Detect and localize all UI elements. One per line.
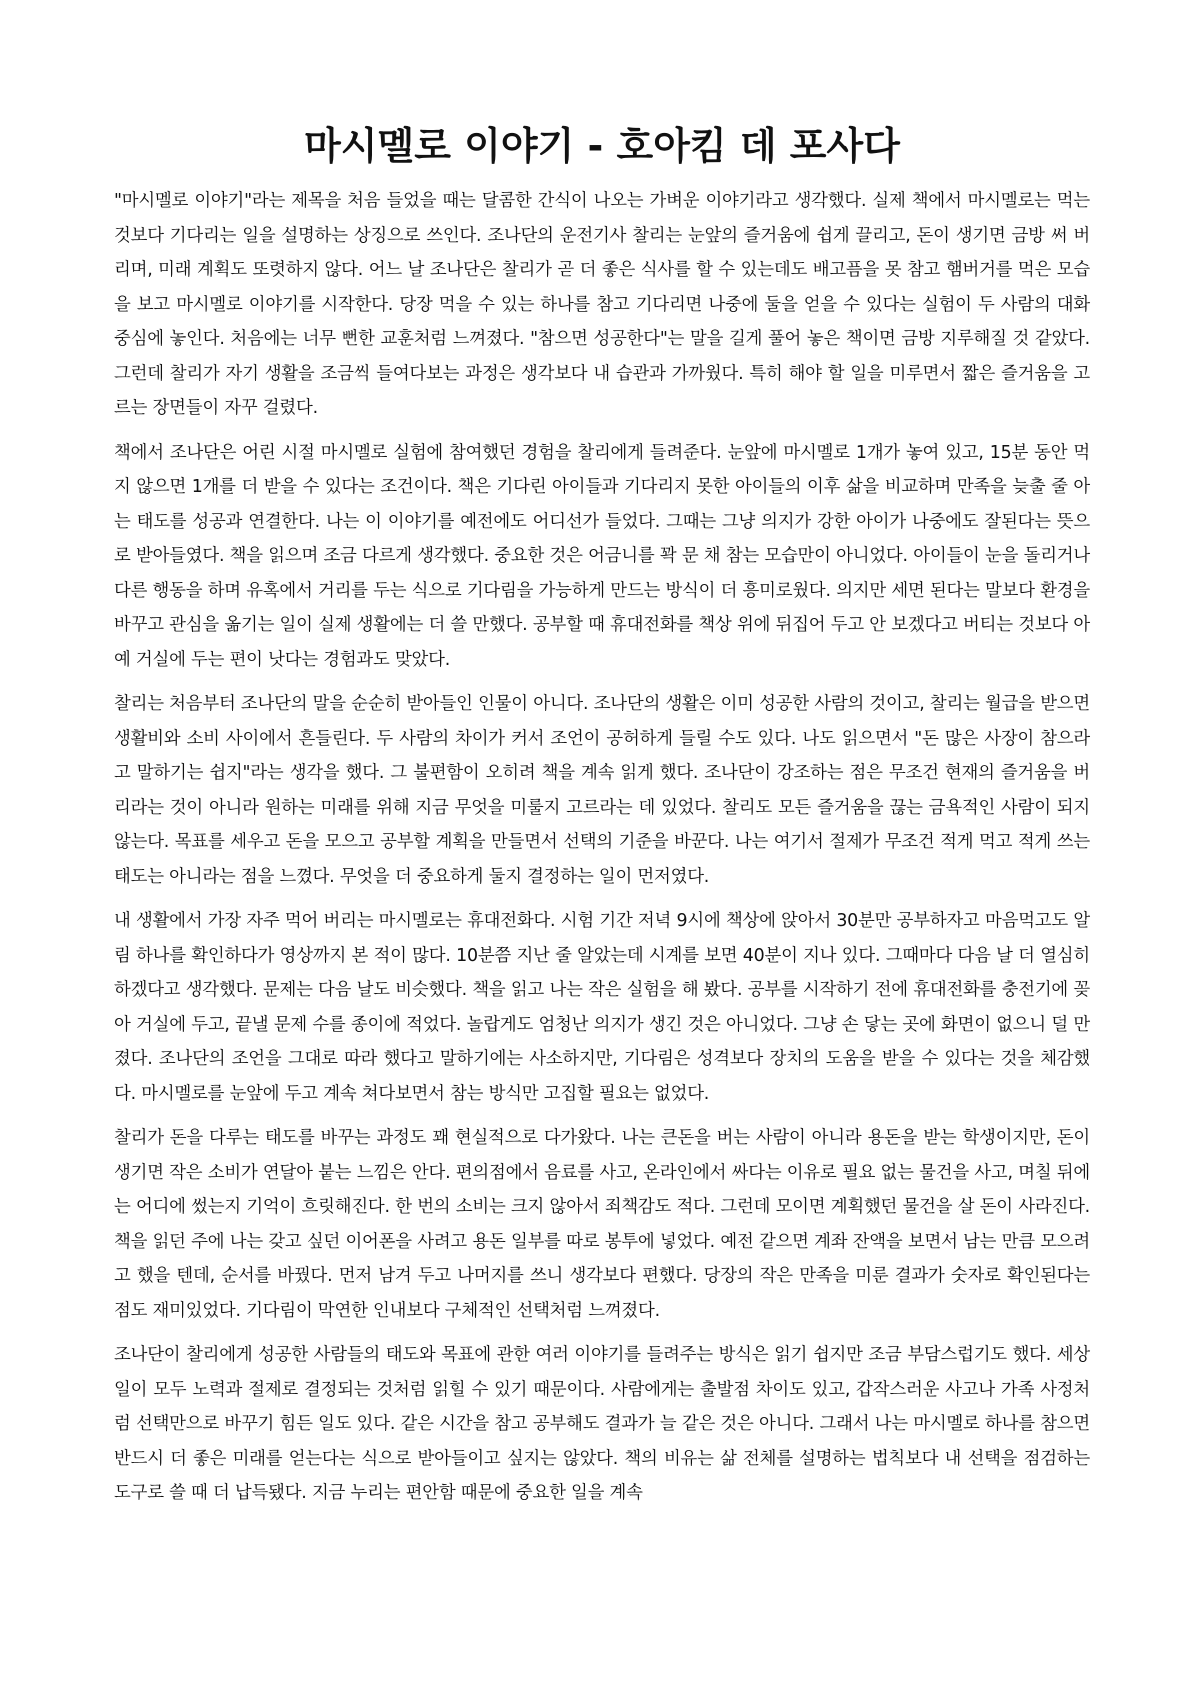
paragraph-4: 내 생활에서 가장 자주 먹어 버리는 마시멜로는 휴대전화다. 시험 기간 저녁 9시에 책상에 앉아서 30분만 공부하자고 마음먹고도 알림 하나를 확인하다가 영상까지 본 적이 많다. 10분쯤 지난 줄 알았는데 시계를 보면 40분이 지나 있다. 그때마다 다음 날 더 열심히 하겠다고 생각했다. 문제는 다음 날도 비슷했다. 책을 읽고 나는 작은 실험을 해 봤다. 공부를 시작하기 전에 휴대전화를 충전기에 꽂아 거실에 두고, 끝낼 문제 수를 종이에 적었다. 놀랍게도 엄청난 의지가 생긴 것은 아니었다. 그냥 손 닿는 곳에 화면이 없으니 덜 만졌다. 조나단의 조언을 그대로 따라 했다고 말하기에는 사소하지만, 기다림은 성격보다 장치의 도움을 받을 수 있다는 것을 체감했다. 마시멜로를 눈앞에 두고 계속 쳐다보면서 참는 방식만 고집할 필요는 없었다. [114, 911, 1090, 1104]
paragraph-5: 찰리가 돈을 다루는 태도를 바꾸는 과정도 꽤 현실적으로 다가왔다. 나는 큰돈을 버는 사람이 아니라 용돈을 받는 학생이지만, 돈이 생기면 작은 소비가 연달아 붙는 느낌은 안다. 편의점에서 음료를 사고, 온라인에서 싸다는 이유로 필요 없는 물건을 사고, 며칠 뒤에는 어디에 썼는지 기억이 흐릿해진다. 한 번의 소비는 크지 않아서 죄책감도 적다. 그런데 모이면 계획했던 물건을 살 돈이 사라진다. 책을 읽던 주에 나는 갖고 싶던 이어폰을 사려고 용돈 일부를 따로 봉투에 넣었다. 예전 같으면 계좌 잔액을 보면서 남는 만큼 모으려고 했을 텐데, 순서를 바꿨다. 먼저 남겨 두고 나머지를 쓰니 생각보다 편했다. 당장의 작은 만족을 미룬 결과가 숫자로 확인된다는 점도 재미있었다. 기다림이 막연한 인내보다 구체적인 선택처럼 느껴졌다. [114, 1128, 1090, 1321]
paragraph-1: "마시멜로 이야기"라는 제목을 처음 들었을 때는 달콤한 간식이 나오는 가벼운 이야기라고 생각했다. 실제 책에서 마시멜로는 먹는 것보다 기다리는 일을 설명하는 상징으로 쓰인다. 조나단의 운전기사 찰리는 눈앞의 즐거움에 쉽게 끌리고, 돈이 생기면 금방 써 버리며, 미래 계획도 또렷하지 않다. 어느 날 조나단은 찰리가 곧 더 좋은 식사를 할 수 있는데도 배고픔을 못 참고 햄버거를 먹은 모습을 보고 마시멜로 이야기를 시작한다. 당장 먹을 수 있는 하나를 참고 기다리면 나중에 둘을 얻을 수 있다는 실험이 두 사람의 대화 중심에 놓인다. 처음에는 너무 뻔한 교훈처럼 느껴졌다. "참으면 성공한다"는 말을 길게 풀어 놓은 책이면 금방 지루해질 것 같았다. 그런데 찰리가 자기 생활을 조금씩 들여다보는 과정은 생각보다 내 습관과 가까웠다. 특히 해야 할 일을 미루면서 짧은 즐거움을 고르는 장면들이 자꾸 걸렸다. [114, 191, 1090, 418]
paragraph-3: 찰리는 처음부터 조나단의 말을 순순히 받아들인 인물이 아니다. 조나단의 생활은 이미 성공한 사람의 것이고, 찰리는 월급을 받으면 생활비와 소비 사이에서 흔들린다. 두 사람의 차이가 커서 조언이 공허하게 들릴 수도 있다. 나도 읽으면서 "돈 많은 사장이 참으라고 말하기는 쉽지"라는 생각을 했다. 그 불편함이 오히려 책을 계속 읽게 했다. 조나단이 강조하는 점은 무조건 현재의 즐거움을 버리라는 것이 아니라 원하는 미래를 위해 지금 무엇을 미룰지 고르라는 데 있었다. 찰리도 모든 즐거움을 끊는 금욕적인 사람이 되지 않는다. 목표를 세우고 돈을 모으고 공부할 계획을 만들면서 선택의 기준을 바꾼다. 나는 여기서 절제가 무조건 적게 먹고 적게 쓰는 태도는 아니라는 점을 느꼈다. 무엇을 더 중요하게 둘지 결정하는 일이 먼저였다. [114, 694, 1090, 887]
document-page [114, 118, 1090, 1521]
page-title: 마시멜로 이야기 - 호아킴 데 포사다 [304, 124, 900, 168]
paragraph-2: 책에서 조나단은 어린 시절 마시멜로 실험에 참여했던 경험을 찰리에게 들려준다. 눈앞에 마시멜로 1개가 놓여 있고, 15분 동안 먹지 않으면 1개를 더 받을 수 있다는 조건이다. 책은 기다린 아이들과 기다리지 못한 아이들의 이후 삶을 비교하며 만족을 늦출 줄 아는 태도를 성공과 연결한다. 나는 이 이야기를 예전에도 어디선가 들었다. 그때는 그냥 의지가 강한 아이가 나중에도 잘된다는 뜻으로 받아들였다. 책을 읽으며 조금 다르게 생각했다. 중요한 것은 어금니를 꽉 문 채 참는 모습만이 아니었다. 아이들이 눈을 돌리거나 다른 행동을 하며 유혹에서 거리를 두는 식으로 기다림을 가능하게 만드는 방식이 더 흥미로웠다. 의지만 세면 된다는 말보다 환경을 바꾸고 관심을 옮기는 일이 실제 생활에는 더 쓸 만했다. 공부할 때 휴대전화를 책상 위에 뒤집어 두고 안 보겠다고 버티는 것보다 아예 거실에 두는 편이 낫다는 경험과도 맞았다. [114, 442, 1090, 670]
paragraph-6: 조나단이 찰리에게 성공한 사람들의 태도와 목표에 관한 여러 이야기를 들려주는 방식은 읽기 쉽지만 조금 부담스럽기도 했다. 세상일이 모두 노력과 절제로 결정되는 것처럼 읽힐 수 있기 때문이다. 사람에게는 출발점 차이도 있고, 갑작스러운 사고나 가족 사정처럼 선택만으로 바꾸기 힘든 일도 있다. 같은 시간을 참고 공부해도 결과가 늘 같은 것은 아니다. 그래서 나는 마시멜로 하나를 참으면 반드시 더 좋은 미래를 얻는다는 식으로 받아들이고 싶지는 않았다. 책의 비유는 삶 전체를 설명하는 법칙보다 내 선택을 점검하는 도구로 쓸 때 더 납득됐다. 지금 누리는 편안함 때문에 중요한 일을 계속 [114, 1345, 1090, 1503]
